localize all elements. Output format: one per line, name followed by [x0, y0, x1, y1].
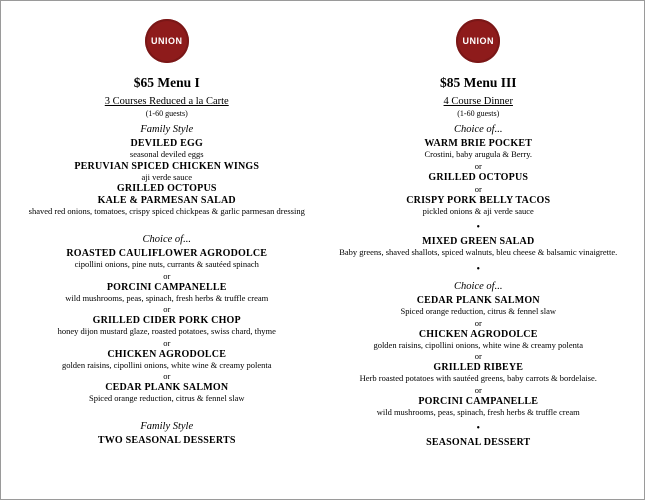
menu-item	[25, 161, 309, 183]
menu-guest-count: (1-60 guests)	[145, 109, 188, 118]
menu-item-desc: wild mushrooms, peas, spinach, fresh herbs & truffle cream	[376, 406, 580, 417]
menu-item-name: TWO SEASONAL DESSERTS	[97, 435, 236, 446]
page-title: $85 Menu III	[439, 75, 517, 90]
menu-item-desc: shaved red onions, tomatoes, crispy spiced chickpeas & garlic parmesan dressing	[28, 206, 305, 217]
menu-item-desc: Spiced orange reduction, citrus & fennel slaw	[88, 393, 245, 404]
section-heading: Choice of...	[454, 280, 503, 292]
choice-separator: or	[163, 304, 171, 315]
choice-separator: or	[163, 270, 171, 281]
menu-item	[337, 295, 621, 317]
menu-item	[337, 362, 621, 384]
menu-item-name: SEASONAL DESSERT	[426, 437, 531, 449]
menu-item	[25, 183, 309, 194]
menu-item-desc: Baby greens, shaved shallots, spiced walnuts, bleu cheese & balsamic vinaigrette.	[339, 247, 618, 258]
menu-item-desc: pickled onions & aji verde sauce	[422, 205, 534, 216]
menu-guest-count: (1-60 guests)	[457, 109, 500, 118]
menu-item-desc: golden raisins, cipollini onions, white wine & creamy polenta	[373, 339, 584, 350]
menu-item	[337, 138, 621, 160]
menu-item	[25, 349, 309, 371]
menu-columns	[1, 1, 644, 499]
menu-item-name: KALE & PARMESAN SALAD	[97, 195, 236, 207]
section-heading: Choice of...	[142, 233, 191, 245]
menu-item-desc: Crostini, baby arugula & Berry.	[424, 149, 533, 159]
section-heading: Choice of...	[454, 124, 503, 135]
menu-item-name: PERUVIAN SPICED CHICKEN WINGS	[74, 160, 260, 172]
section-bullet: •	[476, 263, 480, 275]
menu-item-desc: Herb roasted potatoes with sautéed greens, baby carrots & bordelaise.	[359, 373, 597, 384]
menu-item-desc: Spiced orange reduction, citrus & fennel slaw	[400, 305, 557, 316]
choice-separator: or	[474, 317, 482, 328]
menu-item	[25, 435, 309, 446]
choice-separator: or	[163, 371, 171, 382]
choice-separator: or	[163, 337, 171, 348]
menu-item	[25, 248, 309, 270]
menu-item-desc: honey dijon mustard glaze, roasted potatoes, swiss chard, thyme	[57, 326, 276, 337]
menu-item-name: PORCINI CAMPANELLE	[106, 281, 227, 293]
menu-column-right	[323, 19, 635, 489]
menu-item	[25, 382, 309, 404]
menu-item	[25, 138, 309, 160]
menu-item-name: GRILLED CIDER PORK CHOP	[92, 315, 241, 327]
menu-column-left	[11, 19, 323, 489]
choice-separator: or	[474, 351, 482, 362]
menu-item	[25, 195, 309, 217]
menu-item-name: CEDAR PLANK SALMON	[105, 382, 229, 394]
menu-item-name: WARM BRIE POCKET	[424, 138, 533, 149]
menu-item	[25, 282, 309, 304]
menu-item-name: GRILLED RIBEYE	[433, 362, 524, 374]
menu-item-name: CEDAR PLANK SALMON	[416, 294, 540, 306]
menu-subtitle: 4 Course Dinner	[443, 96, 513, 107]
menu-item	[337, 195, 621, 217]
menu-item-desc: wild mushrooms, peas, spinach, fresh herbs & truffle cream	[65, 292, 269, 303]
menu-item	[337, 236, 621, 258]
menu-item	[337, 329, 621, 351]
menu-item-desc: seasonal deviled eggs	[129, 149, 204, 159]
menu-item	[337, 396, 621, 418]
menu-item-name: PORCINI CAMPANELLE	[418, 395, 539, 407]
menu-item-desc: aji verde sauce	[141, 171, 192, 182]
choice-separator: or	[474, 160, 482, 171]
union-logo	[456, 19, 500, 63]
page-title: $65 Menu I	[133, 75, 200, 90]
section-heading: Family Style	[140, 421, 194, 432]
menu-item	[25, 315, 309, 337]
menu-item-name: MIXED GREEN SALAD	[422, 236, 535, 248]
menu-item	[337, 172, 621, 183]
menu-item	[337, 437, 621, 448]
section-heading: Family Style	[140, 124, 194, 135]
menu-item-name: CHICKEN AGRODOLCE	[107, 348, 227, 360]
choice-separator: or	[474, 384, 482, 395]
menu-item-name: CRISPY PORK BELLY TACOS	[406, 194, 551, 206]
union-logo-text: UNION	[151, 35, 183, 46]
menu-subtitle: 3 Courses Reduced a la Carte	[104, 96, 229, 107]
section-bullet: •	[476, 222, 480, 234]
union-logo-text: UNION	[462, 35, 494, 46]
menu-item-name: CHICKEN AGRODOLCE	[418, 328, 538, 340]
menu-item-name: GRILLED OCTOPUS	[116, 183, 217, 195]
choice-separator: or	[474, 183, 482, 194]
menu-item-desc: cipollini onions, pine nuts, currants & sautéed spinach	[74, 258, 259, 269]
union-logo	[145, 19, 189, 63]
menu-item-name: DEVILED EGG	[130, 138, 203, 149]
section-bullet: •	[476, 423, 480, 435]
menu-item-name: ROASTED CAULIFLOWER AGRODOLCE	[66, 247, 268, 259]
menu-item-name: GRILLED OCTOPUS	[428, 171, 529, 183]
menu-item-desc: golden raisins, cipollini onions, white wine & creamy polenta	[61, 359, 272, 370]
